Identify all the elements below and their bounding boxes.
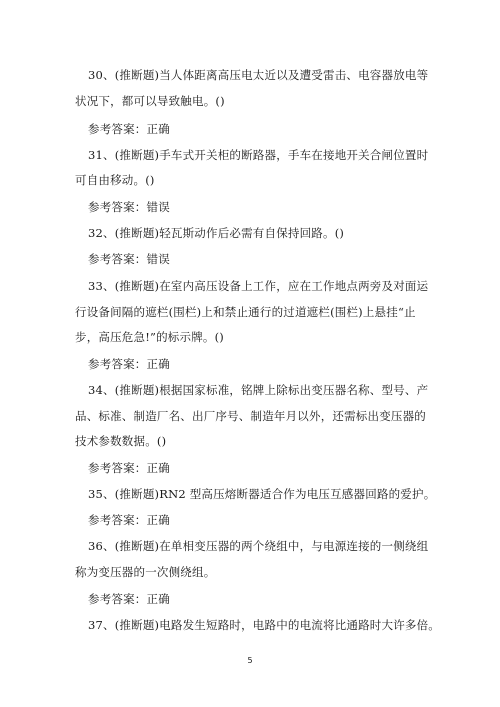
question-36-line-2: 称为变压器的一次侧绕组。 — [75, 565, 216, 579]
question-36-line-1: 36、(推断题)在单相变压器的两个绕组中，与电源连接的一侧绕组 — [88, 539, 429, 553]
question-35-line-1: 35、(推断题)RN2 型高压熔断器适合作为电压互感器回路的爱护。 — [88, 487, 436, 501]
question-30-line-2: 状况下，都可以导致触电。() — [75, 94, 225, 108]
answer-33: 参考答案：正确 — [88, 357, 170, 371]
answer-30: 参考答案：正确 — [88, 122, 170, 136]
question-33-line-2: 行设备间隔的遮栏(围栏)上和禁止通行的过道遮栏(围栏)上悬挂“止 — [75, 305, 416, 319]
answer-36: 参考答案：正确 — [88, 592, 170, 606]
answer-31: 参考答案：错误 — [88, 200, 170, 214]
question-30-line-1: 30、(推断题)当人体距离高压电太近以及遭受雷击、电容器放电等 — [88, 68, 429, 82]
question-34-line-1: 34、(推断题)根据国家标准，铭牌上除标出变压器名称、型号、产 — [88, 383, 429, 397]
answer-35: 参考答案：正确 — [88, 513, 170, 527]
question-34-line-2: 品、标准、制造厂名、出厂序号、制造年月以外，还需标出变压器的 — [75, 409, 426, 423]
answer-34: 参考答案：正确 — [88, 461, 170, 475]
answer-32: 参考答案：错误 — [88, 252, 170, 266]
question-37-line-1: 37、(推断题)电路发生短路时，电路中的电流将比通路时大许多倍。 — [88, 618, 441, 632]
question-33-line-3: 步，高压危急!”的标示牌。() — [75, 330, 224, 344]
question-32-line-1: 32、(推断题)轻瓦斯动作后必需有自保持回路。() — [88, 226, 345, 240]
question-31-line-1: 31、(推断题)手车式开关柜的断路器，手车在接地开关合闸位置时 — [88, 148, 429, 162]
page-number: 5 — [247, 656, 253, 665]
question-31-line-2: 可自由移动。() — [75, 173, 155, 187]
question-34-line-3: 技术参数数据。() — [75, 434, 167, 448]
question-33-line-1: 33、(推断题)在室内高压设备上工作，应在工作地点两旁及对面运 — [88, 279, 429, 293]
